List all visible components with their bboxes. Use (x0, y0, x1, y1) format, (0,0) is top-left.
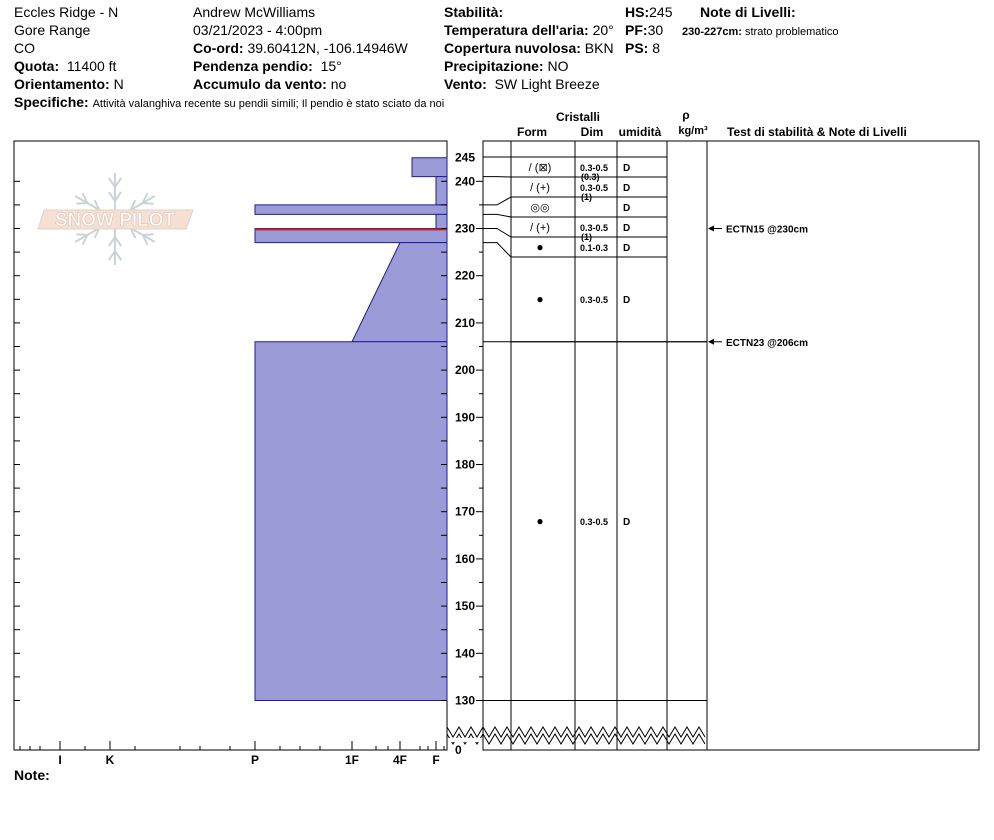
test-arrowhead (708, 339, 714, 345)
depth-tick-label: 150 (455, 599, 476, 614)
depth-tick-label: 0 (455, 743, 462, 757)
break-zigzag-lower (447, 727, 705, 737)
hardness-tick-label: 1F (344, 753, 360, 767)
layer-notes-heading: Note di Livelli: (700, 4, 796, 20)
datetime: 03/21/2023 - 4:00pm (193, 22, 323, 38)
location-name: Eccles Ridge - N (14, 4, 119, 20)
pf-label: PF: (625, 22, 648, 38)
dim-header: Dim (580, 125, 604, 139)
hs-label: HS: (625, 4, 650, 20)
depth-tick-label: 240 (455, 174, 476, 189)
moisture-value: D (623, 203, 631, 214)
depth-tick-label: 210 (455, 315, 476, 330)
grain-form-symbol: ● (536, 514, 544, 528)
mountain-range: Gore Range (14, 22, 91, 38)
moisture-value: D (623, 295, 631, 306)
depth-tick-label: 220 (455, 268, 476, 283)
layer-note-range: 230-227cm: (682, 26, 742, 38)
layer-connector (483, 243, 511, 257)
aspect-label: Orientamento: (14, 76, 110, 92)
grain-form-symbol: / (+) (530, 182, 550, 194)
hardness-tick-label: K (105, 753, 115, 767)
moisture-header: umidità (618, 125, 662, 139)
flake-branch (76, 234, 87, 235)
grain-form-symbol: ● (536, 240, 544, 254)
depth-tick-label: 130 (455, 693, 476, 708)
hardness-tick-label: 4F (392, 753, 408, 767)
depth-tick-label: 245 (455, 150, 476, 165)
footer-note: Note: (14, 767, 50, 783)
depth-axis (455, 151, 483, 757)
problem-layer-marker (255, 229, 447, 231)
grain-size: 0.3-0.5 (580, 517, 609, 527)
hardness-bar (352, 243, 447, 342)
snowpilot-logo (38, 173, 193, 265)
form-header: Form (517, 125, 547, 139)
hardness-bar (255, 342, 447, 701)
grain-size: 0.1-0.3 (580, 243, 609, 253)
crystals-header: Cristalli (555, 110, 601, 124)
hardness-bar (255, 205, 447, 214)
test-label: ECTN23 @206cm (726, 337, 809, 349)
hardness-tick-label: P (250, 753, 260, 767)
elevation-value: 11400 ft (66, 58, 117, 74)
slope-value: 15° (320, 58, 342, 74)
state: CO (14, 40, 35, 56)
moisture-value: D (623, 223, 631, 234)
sky-label: Copertura nuvolosa: (444, 40, 581, 56)
aspect-value: N (113, 76, 124, 92)
layer-connector (483, 214, 511, 217)
grain-size-secondary: (0.3) (581, 172, 600, 182)
density-unit-header: kg/m³ (678, 125, 708, 137)
precip-label: Precipitazione: (444, 58, 544, 74)
wind-label: Vento: (444, 76, 487, 92)
grain-size: 0.3-0.5 (580, 223, 609, 233)
flake-branch (143, 234, 154, 235)
hardness-tick-label: I (58, 753, 62, 767)
elevation-label: Quota: (14, 58, 60, 74)
hardness-bar (436, 214, 447, 228)
test-label: ECTN15 @230cm (726, 224, 809, 236)
hardness-axis (20, 741, 444, 767)
layer-connector (483, 229, 511, 238)
slope-label: Pendenza pendio: (193, 58, 313, 74)
depth-tick-label: 230 (455, 221, 476, 236)
depth-tick-label: 200 (455, 363, 476, 378)
coord-value: 39.60412N, -106.14946W (247, 40, 408, 56)
hardness-bar (255, 229, 447, 243)
grain-size: 0.3-0.5 (580, 163, 609, 173)
grain-size: 0.3-0.5 (580, 295, 609, 305)
rho-header: ρ (682, 108, 690, 122)
specifics-label: Specifiche: (14, 94, 89, 110)
logo-text: SNOW PILOT (54, 210, 176, 231)
moisture-value: D (623, 243, 631, 254)
hardness-profile (255, 158, 447, 701)
hardness-tick-label: F (432, 753, 440, 767)
layer-connector (483, 197, 511, 205)
layer-note-text: strato problematico (745, 26, 839, 38)
moisture-value: D (623, 183, 631, 194)
air-temp-value: 20° (592, 22, 614, 38)
moisture-value: D (623, 163, 631, 174)
pf-value: 30 (647, 22, 664, 38)
flake-branch (143, 203, 154, 204)
wind-loading-value: no (330, 76, 347, 92)
depth-tick-label: 140 (455, 646, 476, 661)
tests-header: Test di stabilità & Note di Livelli (727, 125, 907, 139)
wind-loading-label: Accumulo da vento: (193, 76, 327, 92)
test-arrowhead (708, 226, 714, 232)
observer: Andrew McWilliams (193, 4, 316, 20)
wind-value: SW Light Breeze (494, 76, 600, 92)
ps-value: 8 (652, 40, 661, 56)
stability-tests (708, 225, 808, 349)
break-gap (448, 738, 481, 742)
sky-value: BKN (584, 40, 614, 56)
depth-tick-label: 190 (455, 410, 476, 425)
grain-size-secondary: (1) (581, 192, 592, 202)
depth-break-indicator (447, 727, 705, 744)
hardness-bar (412, 158, 447, 177)
specifics-text: Attività valanghiva recente su pendii simili; Il pendio è stato sciato da noi (92, 98, 445, 110)
stability-label: Stabilità: (444, 4, 504, 20)
air-temp-label: Temperatura dell'aria: (444, 22, 589, 38)
grain-size: 0.3-0.5 (580, 183, 609, 193)
grain-form-symbol: / (⊠) (528, 162, 552, 174)
break-zigzag-upper (447, 734, 705, 744)
grain-size-secondary: (1) (581, 232, 592, 242)
flake-branch (76, 203, 87, 204)
depth-tick-label: 160 (455, 551, 476, 566)
moisture-value: D (623, 517, 631, 528)
ps-label: PS: (625, 40, 649, 56)
depth-tick-label: 170 (455, 504, 476, 519)
hs-value: 245 (649, 4, 673, 20)
grain-form-symbol: / (+) (530, 222, 550, 234)
grain-form-symbol: ● (536, 292, 544, 306)
depth-tick-label: 180 (455, 457, 476, 472)
precip-value: NO (547, 58, 569, 74)
coord-label: Co-ord: (193, 40, 244, 56)
grain-form-symbol: ◎◎ (530, 202, 550, 214)
